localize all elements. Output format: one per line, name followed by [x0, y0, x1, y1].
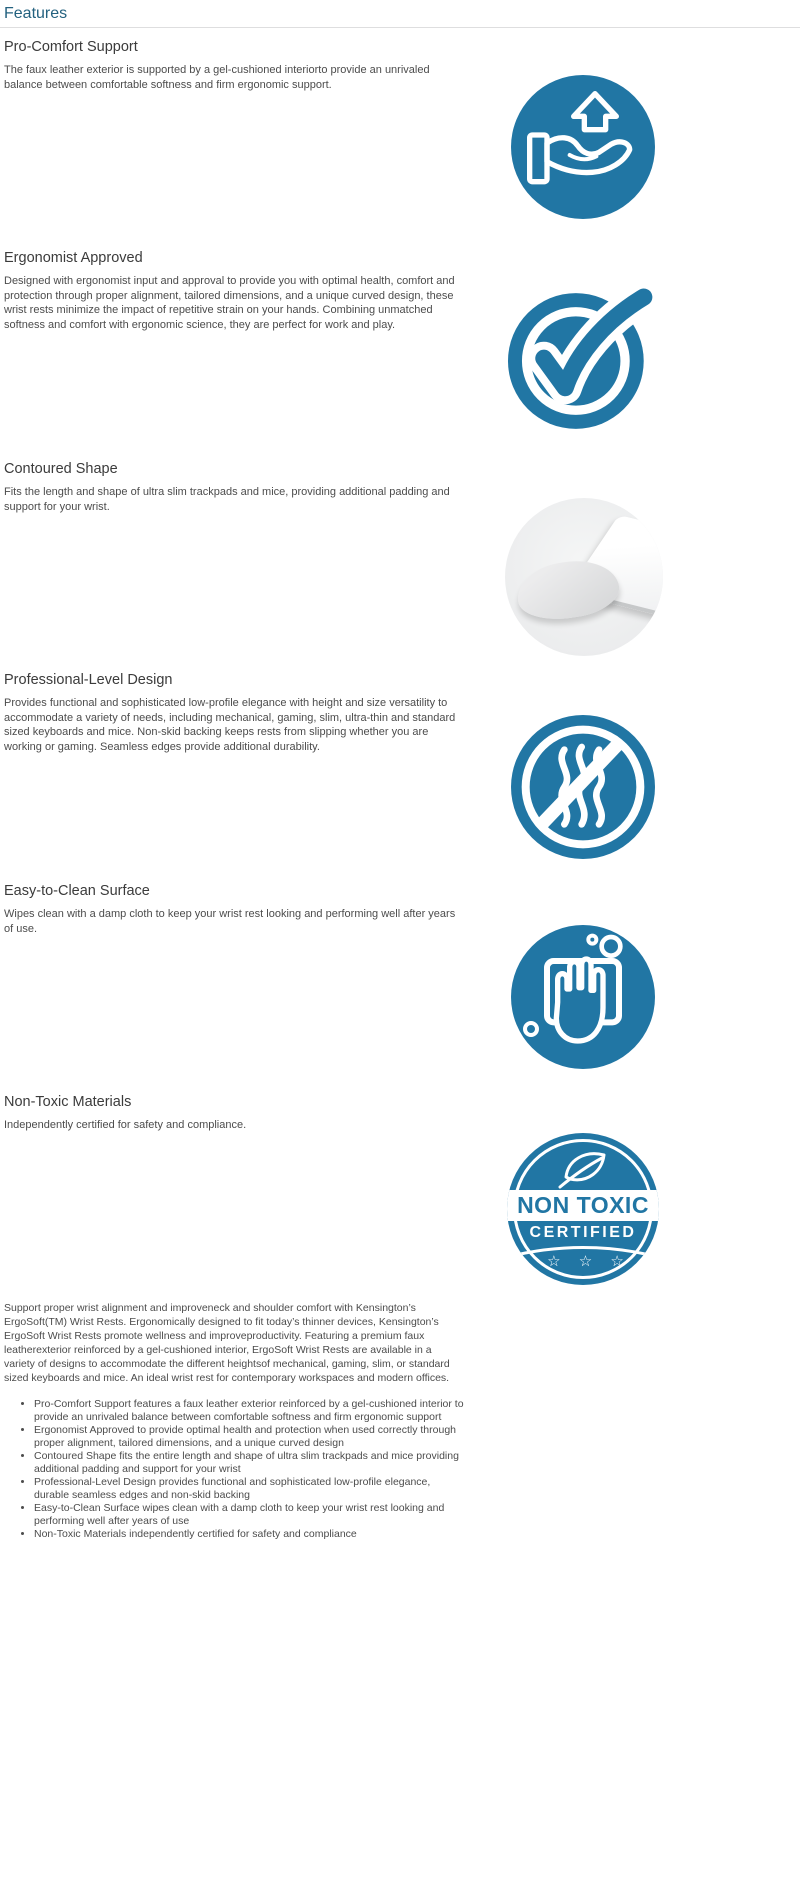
feature-description: Designed with ergonomist input and approval to provide you with optimal health, comfort and protection through proper alignment, tailored dimensions, and a unique curved design, these wrist rests minimize the impact of repetitive strain on your hands. Combining unmatched softness and comfort with ergonomic science, they are perfect for work and play. — [4, 275, 455, 331]
page-title: Features — [4, 5, 68, 22]
hand-supporting-arrow-icon — [503, 67, 663, 227]
product-summary — [4, 1301, 474, 1542]
product-photo-circle — [505, 498, 663, 656]
feature-title: Professional-Level Design — [4, 672, 173, 688]
leaf-icon — [554, 1145, 612, 1196]
list-item: • Professional-Level Design provides functional and sophisticated low-profile elegance, durable seamless edges and non-skid backing — [34, 1476, 464, 1501]
feature-section-pro-comfort — [4, 39, 474, 92]
list-item: • Ergonomist Approved to provide optimal health and protection when used correctly through proper alignment, tailored dimensions, and a unique curved design — [34, 1424, 464, 1449]
feature-section-professional — [4, 672, 474, 754]
summary-list — [4, 1398, 464, 1541]
feature-description: Independently certified for safety and compliance. — [4, 1119, 247, 1131]
feature-title: Easy-to-Clean Surface — [4, 883, 150, 899]
feature-description: Fits the length and shape of ultra slim trackpads and mice, providing additional padding and support for your wrist. — [4, 486, 450, 513]
summary-paragraph: Support proper wrist alignment and improveneck and shoulder comfort with Kensington’s ErgoSoft(TM) Wrist Rests. Ergonomically designed to fit today’s thinner devices, Kensington’s ErgoSoft Wrist Rests promote wellness and improveproductivity. Featuring a premium faux leatherexterior reinforced by a gel-cushioned interior, ErgoSoft Wrist Rests are available in a variety of designs to accommodate the different heightsof mechanical, gaming, slim, or standard sized keyboards and mice. An ideal wrist rest for contemporary workspaces and modern offices. — [4, 1302, 450, 1384]
cleaning-hand-icon — [503, 917, 663, 1077]
feature-title: Ergonomist Approved — [4, 250, 143, 266]
feature-title: Contoured Shape — [4, 461, 118, 477]
feature-description: Wipes clean with a damp cloth to keep your wrist rest looking and performing well after years of use. — [4, 908, 456, 935]
list-item: • Easy-to-Clean Surface wipes clean with a damp cloth to keep your wrist rest looking and performing well after years of use — [34, 1502, 464, 1527]
list-item: • Pro-Comfort Support features a faux leather exterior reinforced by a gel-cushioned interior to provide an unrivaled balance between comfortable softness and firm ergonomic support — [34, 1398, 464, 1423]
badge-stars: ☆ ☆ ☆ — [547, 1253, 631, 1270]
badge-circle — [507, 1133, 659, 1285]
badge-non-toxic-label: NON TOXIC — [517, 1192, 649, 1218]
feature-section-ergonomist — [4, 250, 474, 332]
feature-section-non-toxic — [4, 1094, 474, 1133]
divider — [0, 27, 800, 28]
badge-certified-label: CERTIFIED — [529, 1224, 637, 1241]
ergonomist-checkmark-icon — [500, 277, 665, 437]
feature-title: Non-Toxic Materials — [4, 1094, 132, 1110]
non-slip-icon — [503, 707, 663, 867]
feature-description: Provides functional and sophisticated low-profile elegance with height and size versatility to accommodate a variety of needs, including mechanical, gaming, slim, ultra-thin and standard sized keyboards and mice. Non-skid backing keeps rests from slipping whether you are working or gaming. Seamless edges provide additional durability. — [4, 697, 456, 753]
list-item: • Contoured Shape fits the entire length and shape of ultra slim trackpads and mice providing additional padding and support for your wrist — [34, 1450, 464, 1475]
list-item: • Non-Toxic Materials independently certified for safety and compliance — [34, 1528, 464, 1541]
wrist-rest-product-photo — [505, 498, 663, 656]
badge-white-band — [507, 1190, 659, 1221]
feature-section-easy-clean — [4, 883, 474, 936]
feature-section-contoured — [4, 461, 474, 514]
feature-title: Pro-Comfort Support — [4, 39, 138, 55]
feature-description: The faux leather exterior is supported by a gel-cushioned interiorto provide an unrivaled balance between comfortable softness and firm ergonomic support. — [4, 64, 430, 91]
non-toxic-certified-badge — [507, 1133, 659, 1285]
